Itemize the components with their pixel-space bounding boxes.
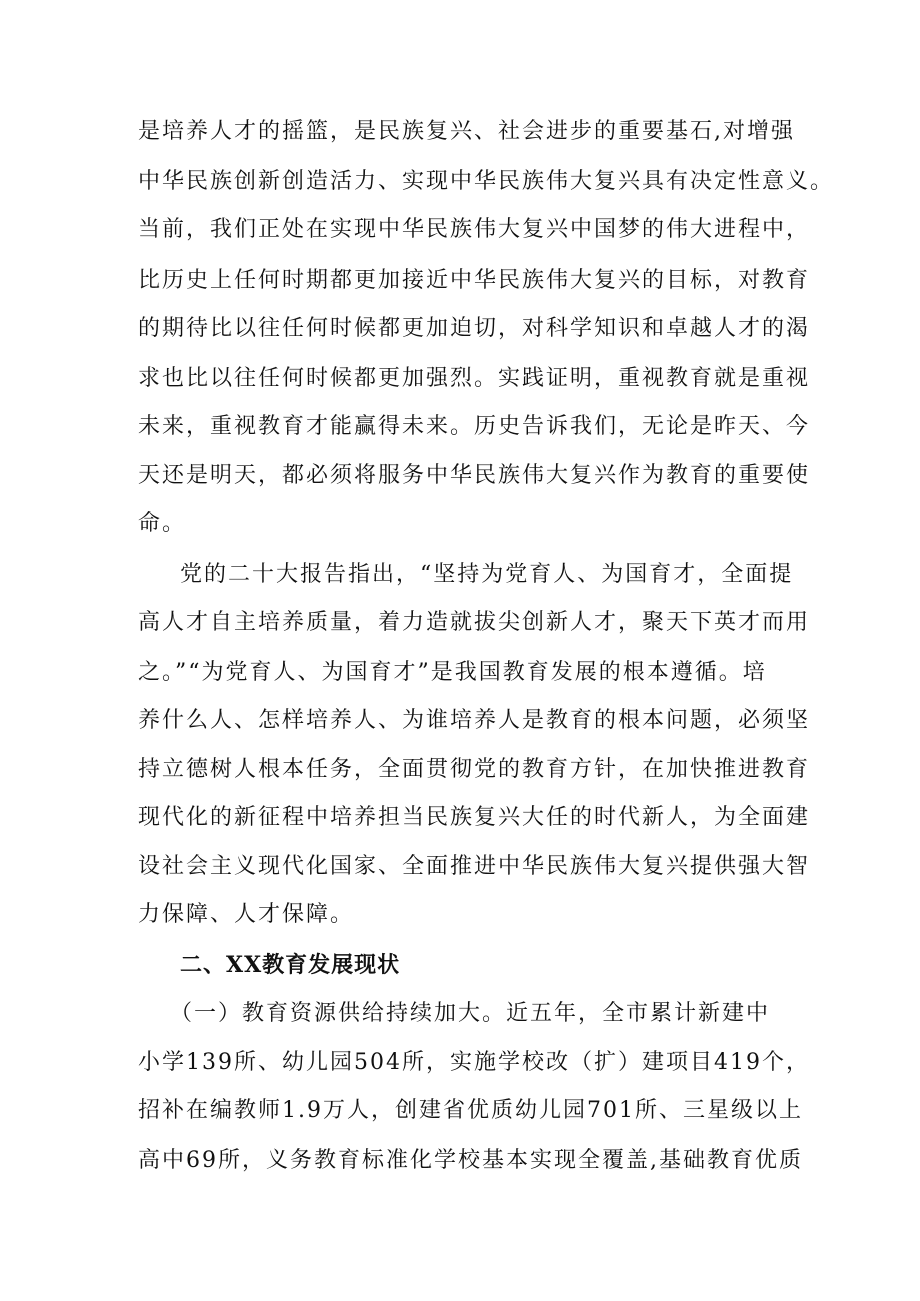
body-text-line: 比历史上任何时期都更加接近中华民族伟大复兴的目标，对教育 [138,268,811,293]
body-text-line: 的期待比以往任何时候都更加迫切，对科学知识和卓越人才的渴 [138,316,811,341]
body-text-line: 高中69所，义务教育标准化学校基本实现全覆盖,基础教育优质 [138,1148,803,1173]
body-text-line: 养什么人、怎样培养人、为谁培养人是教育的根本问题，必须坚 [138,708,811,733]
paragraph-first-line: （一）教育资源供给持续加大。近五年，全市累计新建中 [170,1001,771,1026]
body-text-line: 设社会主义现代化国家、全面推进中华民族伟大复兴提供强大智 [138,854,811,879]
paragraph-first-line: 党的二十大报告指出，“坚持为党育人、为国育才，全面提 [180,562,794,587]
body-text-line: 中华民族创新创造活力、实现中华民族伟大复兴具有决定性意义。 [138,169,835,194]
body-text-line: 是培养人才的摇篮，是民族复兴、社会进步的重要基石,对增强 [138,119,795,144]
body-text-line: 高人才自主培养质量，着力造就拔尖创新人才，聚天下英才而用 [138,610,811,635]
body-text-line: 天还是明天，都必须将服务中华民族伟大复兴作为教育的重要使 [138,463,811,488]
body-text-line: 现代化的新征程中培养担当民族复兴大任的时代新人，为全面建 [138,805,811,830]
body-text-line: 命。 [138,511,187,536]
body-text-line: 未来，重视教育才能赢得未来。历史告诉我们，无论是昨天、今 [138,414,811,439]
body-text-line: 之。”“为党育人、为国育才”是我国教育发展的根本遵循。培 [138,660,767,685]
section-heading: 二、XX教育发展现状 [180,952,401,978]
body-text-line: 招补在编教师1.9万人，创建省优质幼儿园701所、三星级以上 [138,1098,803,1123]
body-text-line: 小学139所、幼儿园504所，实施学校改（扩）建项目419个， [138,1050,810,1075]
body-text-line: 求也比以往任何时候都更加强烈。实践证明，重视教育就是重视 [138,366,811,391]
body-text-line: 持立德树人根本任务，全面贯彻党的教育方针，在加快推进教育 [138,757,811,782]
body-text-line: 当前，我们正处在实现中华民族伟大复兴中国梦的伟大进程中， [138,217,811,242]
body-text-line: 力保障、人才保障。 [138,902,355,927]
